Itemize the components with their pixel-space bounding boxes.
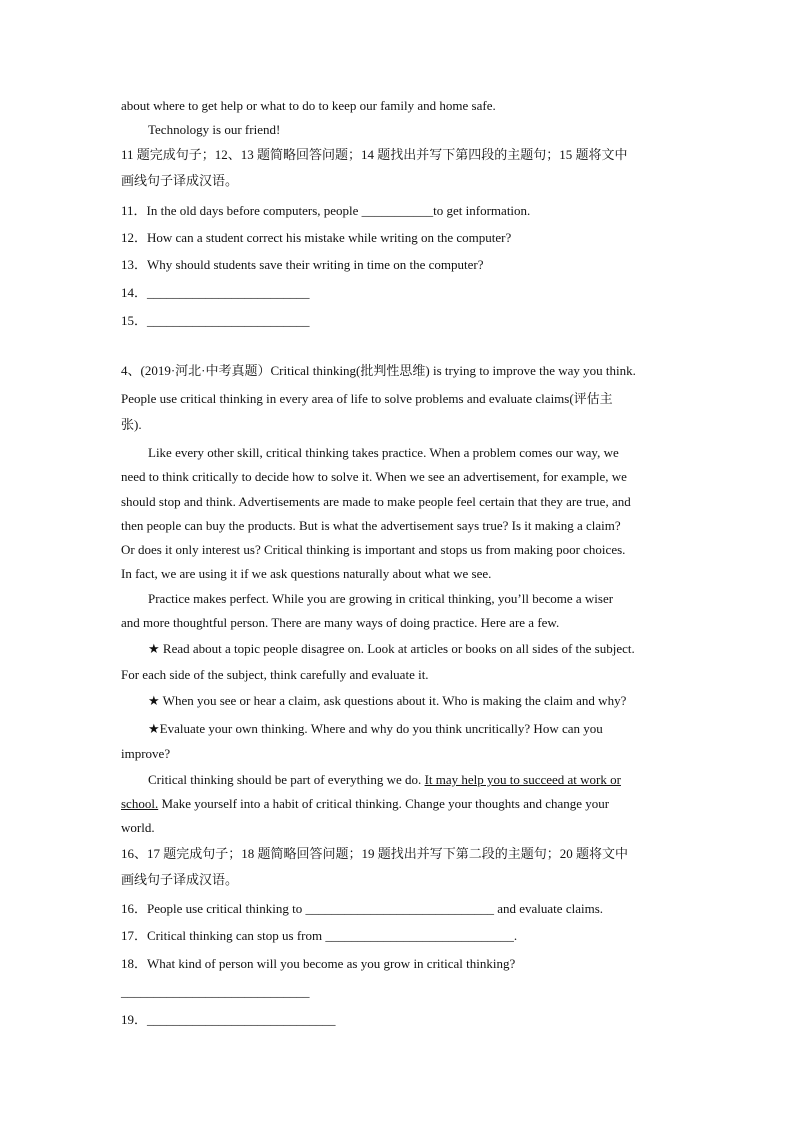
passage-line: Like every other skill, critical thinking takes practice. When a problem comes our way, we bbox=[148, 445, 619, 460]
passage-line: and more thoughtful person. There are many ways of doing practice. Here are a few. bbox=[121, 615, 560, 630]
question-17: 17．Critical thinking can stop us from _____________________________. bbox=[121, 928, 518, 943]
passage-line: Practice makes perfect. While you are growing in critical thinking, you’ll become a wiser bbox=[148, 591, 614, 606]
question-14: 14．_________________________ bbox=[121, 285, 310, 300]
plain-text: Critical thinking should be part of everything we do. bbox=[148, 772, 425, 787]
passage-line: then people can buy the products. But is what the advertisement says true? Is it making a claim? bbox=[121, 518, 621, 533]
underlined-sentence: school. bbox=[121, 796, 159, 811]
instruction-line: 16、17 题完成句子；18 题简略回答问题；19 题找出并写下第二段的主题句；20 题将文中 bbox=[121, 846, 629, 861]
instruction-line: 11 题完成句子；12、13 题简略回答问题；14 题找出并写下第四段的主题句；15 题将文中 bbox=[121, 147, 628, 162]
question-16: 16．People use critical thinking to _____________________________ and evaluate claims. bbox=[121, 901, 604, 916]
passage-line bbox=[148, 771, 621, 789]
passage-bullet: ★Evaluate your own thinking. Where and why do you think uncritically? How can you bbox=[148, 721, 603, 736]
passage-line: In fact, we are using it if we ask questions naturally about what we see. bbox=[121, 566, 492, 581]
passage-line: should stop and think. Advertisements are made to make people feel certain that they are true, and bbox=[121, 494, 631, 509]
passage-line: For each side of the subject, think carefully and evaluate it. bbox=[121, 667, 429, 682]
passage-line: world. bbox=[121, 820, 155, 835]
question-19: 19．_____________________________ bbox=[121, 1012, 336, 1027]
question-11: 11．In the old days before computers, people ___________to get information. bbox=[121, 203, 531, 218]
passage-line: 张). bbox=[121, 417, 142, 432]
passage-bullet: ★ Read about a topic people disagree on. Look at articles or books on all sides of the subject. bbox=[148, 641, 635, 656]
question-18: 18．What kind of person will you become as you grow in critical thinking? bbox=[121, 956, 516, 971]
instruction-line: 画线句子译成汉语。 bbox=[121, 872, 239, 887]
passage-closing: Technology is our friend! bbox=[148, 122, 281, 137]
plain-text: Make yourself into a habit of critical thinking. Change your thoughts and change your bbox=[158, 796, 610, 811]
question-13: 13．Why should students save their writing in time on the computer? bbox=[121, 257, 484, 272]
passage-line: about where to get help or what to do to keep our family and home safe. bbox=[121, 98, 496, 113]
section-heading: 4、(2019·河北·中考真题）Critical thinking(批判性思维) is trying to improve the way you think. bbox=[121, 363, 636, 378]
answer-blank: _____________________________ bbox=[121, 984, 310, 999]
question-12: 12．How can a student correct his mistake while writing on the computer? bbox=[121, 230, 512, 245]
instruction-line: 画线句子译成汉语。 bbox=[121, 173, 239, 188]
passage-bullet: ★ When you see or hear a claim, ask questions about it. Who is making the claim and why? bbox=[148, 693, 627, 708]
underlined-sentence: It may help you to succeed at work or bbox=[424, 772, 621, 787]
passage-line: improve? bbox=[121, 746, 171, 761]
passage-line: People use critical thinking in every area of life to solve problems and evaluate claims(评估主 bbox=[121, 391, 613, 406]
passage-line: Or does it only interest us? Critical thinking is important and stops us from making poor choices. bbox=[121, 542, 626, 557]
passage-line: need to think critically to decide how to solve it. When we see an advertisement, for example, we bbox=[121, 469, 627, 484]
question-15: 15．_________________________ bbox=[121, 313, 310, 328]
passage-line bbox=[121, 795, 609, 813]
